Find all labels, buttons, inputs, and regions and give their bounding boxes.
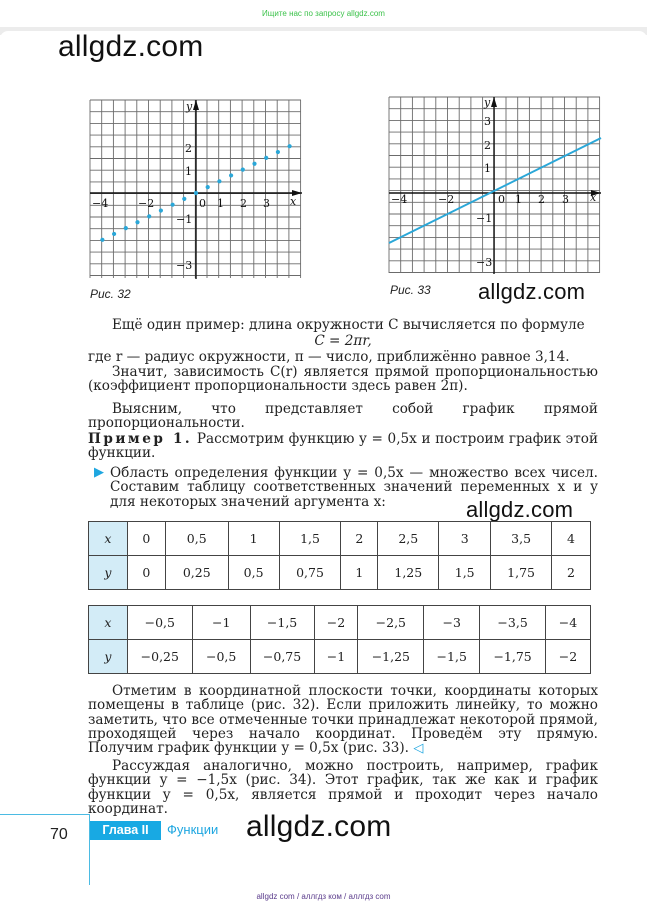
svg-text:−2: −2 <box>438 193 455 206</box>
example-text: Рассмотрим функцию y = 0,5x и построим график этой функции. <box>88 431 599 462</box>
table-row-x <box>89 522 591 556</box>
watermark-top: allgdz.com <box>58 30 204 63</box>
svg-text:−2: −2 <box>138 197 155 210</box>
table-cell: 0,25 <box>165 556 228 590</box>
paragraph-4 <box>88 684 598 756</box>
table-cell: 0,5 <box>165 522 228 556</box>
paragraph-2: Значит, зависимость C(r) является прямой пропорциональностью (коэффициент пропорциональности здесь равен 2π). <box>88 364 598 395</box>
table-cell: −0,5 <box>192 640 250 674</box>
table-cell: 1,75 <box>491 556 552 590</box>
table-cell: −2 <box>546 640 591 674</box>
table-cell: −4 <box>546 606 591 640</box>
table-cell: −3,5 <box>480 606 546 640</box>
table-cell: 1 <box>341 556 378 590</box>
paragraph-1: Ещё один пример: длина окружности C вычисляется по формуле <box>112 317 585 333</box>
formula-circumference: C = 2πr, <box>314 333 372 349</box>
svg-text:x: x <box>590 191 597 204</box>
chapter-badge: Глава II <box>90 821 161 840</box>
row-header-y: y <box>89 556 128 590</box>
table-cell: −1,25 <box>358 640 424 674</box>
table-cell: 0,5 <box>228 556 279 590</box>
table-cell: −2,5 <box>358 606 424 640</box>
table-cell: 1,5 <box>439 556 491 590</box>
paragraph-5: Рассуждая аналогично, можно построить, например, график функции y = −1,5x (рис. 34). Этот график, так же как и график функции y = 0,5x, является прямой и проходит через начало координат. <box>88 758 598 817</box>
svg-text:−1: −1 <box>476 212 493 225</box>
svg-text:2: 2 <box>185 142 192 155</box>
paragraph-3: Выясним, что представляет собой график прямой пропорциональности. <box>88 401 598 432</box>
svg-text:2: 2 <box>484 139 491 152</box>
table-cell: 0 <box>127 556 165 590</box>
svg-text:x: x <box>290 195 297 208</box>
values-table-negative <box>88 605 591 674</box>
svg-text:−4: −4 <box>92 197 109 210</box>
table-cell: 2 <box>341 522 378 556</box>
svg-text:0: 0 <box>498 193 505 206</box>
figure-33-line-chart <box>380 90 610 285</box>
svg-text:2: 2 <box>240 197 247 210</box>
figure-32-scatter-chart <box>80 95 320 285</box>
table-cell: −0,25 <box>127 640 192 674</box>
svg-text:−4: −4 <box>391 193 408 206</box>
svg-text:1: 1 <box>515 193 522 206</box>
table-cell: 1,5 <box>279 522 341 556</box>
table-cell: −2 <box>314 606 358 640</box>
watermark-mid-2: allgdz.com <box>466 497 574 522</box>
svg-text:y: y <box>186 100 193 113</box>
table-row-y <box>89 640 591 674</box>
row-header-y: y <box>89 640 128 674</box>
solution-text: Область определения функции y = 0,5x — множество всех чисел. Составим таблицу соответственных значений переменных x и y для некоторых значений аргумента x: <box>110 465 598 510</box>
bottom-links[interactable]: allgdz com / аллгдз ком / аллгдз com <box>256 892 391 901</box>
watermark-mid-1: allgdz.com <box>478 279 586 304</box>
svg-text:2: 2 <box>538 193 545 206</box>
row-header-x: x <box>89 606 128 640</box>
table-cell: −0,5 <box>127 606 192 640</box>
top-banner: Ищите нас по запросу allgdz.com <box>0 0 647 27</box>
table-cell: 4 <box>552 522 591 556</box>
table-cell: −0,75 <box>250 640 314 674</box>
svg-text:−3: −3 <box>476 256 493 269</box>
page-number: 70 <box>50 826 68 843</box>
chapter-title: Функции <box>167 822 219 837</box>
table-cell: 1 <box>228 522 279 556</box>
paragraph-4-text: Отметим в координатной плоскости точки, координаты которых помещены в таблице (рис. 32). Если приложить линейку, то можно заметить, что все отмеченные точки принадлежат некоторой прямой, проходящей через начало координат. Проведём эту прямую. Получим график функции y = 0,5x (рис. 33). <box>88 683 598 757</box>
svg-text:−1: −1 <box>176 213 193 226</box>
table-cell: 1,25 <box>378 556 439 590</box>
table-cell: −1 <box>314 640 358 674</box>
table-cell: −1,5 <box>424 640 480 674</box>
svg-text:3: 3 <box>484 115 491 128</box>
svg-text:−3: −3 <box>176 259 193 272</box>
table-cell: 2 <box>552 556 591 590</box>
table-cell: 0,75 <box>279 556 341 590</box>
figure-32-caption: Рис. 32 <box>90 287 131 301</box>
axes <box>389 97 601 274</box>
svg-text:3: 3 <box>562 193 569 206</box>
y-axis-arrow-icon <box>491 97 497 107</box>
paragraph-1-continued: где r — радиус окружности, π — число, приближённо равное 3,14. <box>88 349 570 365</box>
example-label: Пример 1. <box>88 431 193 447</box>
svg-text:1: 1 <box>185 165 192 178</box>
values-table-positive <box>88 521 591 590</box>
table-cell: 3,5 <box>491 522 552 556</box>
svg-text:y: y <box>484 96 491 109</box>
table-row-y <box>89 556 591 590</box>
figure-33-caption: Рис. 33 <box>390 283 431 297</box>
y-axis-arrow-icon <box>193 100 199 110</box>
watermark-footer: allgdz.com <box>246 810 392 843</box>
table-row-x <box>89 606 591 640</box>
table-cell: −1 <box>192 606 250 640</box>
table-cell: −1,75 <box>480 640 546 674</box>
table-cell: 0 <box>127 522 165 556</box>
svg-text:1: 1 <box>484 162 491 175</box>
svg-text:0: 0 <box>199 197 206 210</box>
svg-text:1: 1 <box>217 197 224 210</box>
table-cell: 2,5 <box>378 522 439 556</box>
axis-labels <box>92 100 297 272</box>
end-of-solution-icon: ◁ <box>413 741 424 757</box>
table-cell: 3 <box>439 522 491 556</box>
row-header-x: x <box>89 522 128 556</box>
solution-marker-icon: ▶ <box>94 465 104 480</box>
table-cell: −1,5 <box>250 606 314 640</box>
example-1 <box>88 432 598 461</box>
svg-text:3: 3 <box>263 197 270 210</box>
page-number-frame <box>0 814 90 885</box>
table-cell: −3 <box>424 606 480 640</box>
